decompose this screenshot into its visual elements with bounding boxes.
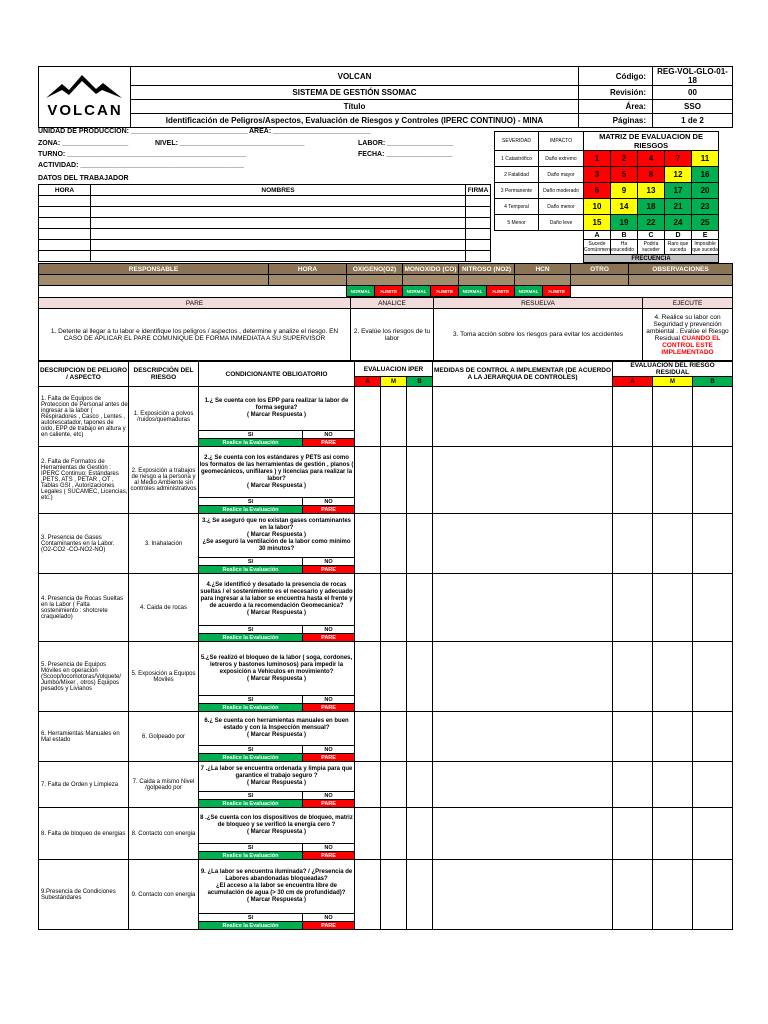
- no-option[interactable]: NO: [303, 696, 355, 704]
- ejecute-header: EJECUTE: [643, 298, 733, 309]
- no-option[interactable]: NO: [303, 431, 355, 439]
- condicionante-question: 2.¿ Se cuenta con los estándares y PETS así como los formatos de las herramientas de gestión , planos ( geomecánicos, unifilares ) y licencias para realizar la labor? ( Marcar Respuesta ): [199, 447, 355, 498]
- firma-header: FIRMA: [466, 185, 491, 196]
- peligro-cell: 1. Falta de Equipos de Proteccion de Personal antes de ingresar a la labor ( Respiradores , Casco , Lentes , autorescatador, tapones de oido, EPP de trabajo en altura y en caliente, etc): [39, 387, 129, 447]
- turno-field[interactable]: TURNO: ______________________________________________: [38, 151, 247, 158]
- oxigeno-input[interactable]: [347, 275, 403, 286]
- realice-evaluacion-button[interactable]: Realice la Evaluación: [199, 439, 303, 447]
- document-title: Identificación de Peligros/Aspectos, Evaluación de Riesgos y Controles (IPERC CONTINUO) - MINA: [131, 114, 579, 128]
- residual-a-cell[interactable]: [613, 808, 653, 860]
- residual-b-cell[interactable]: [693, 712, 733, 762]
- medidas-cell[interactable]: [433, 712, 613, 762]
- trabajador-row[interactable]: [39, 229, 491, 240]
- condicionante-question: 5.¿Se realizó el bloqueo de la labor ( soga, cordones, letreros y bastones luminosos) para impedir la exposición a Vehículos en movimiento? ( Marcar Respuesta ): [199, 642, 355, 696]
- no-option[interactable]: NO: [303, 792, 355, 800]
- residual-a-cell[interactable]: [613, 860, 653, 930]
- residual-m-cell[interactable]: [653, 514, 693, 574]
- hazard-row: [39, 860, 733, 914]
- condicionante-question: 8 .¿Se cuenta con los dispositivos de bloqueo, matriz de bloqueo y se verificó la energía cero ? ( Marcar Respuesta ): [199, 808, 355, 844]
- medidas-cell[interactable]: [433, 762, 613, 808]
- ejecute-text-red: CUANDO EL CONTROL ESTE IMPLEMENTADO: [661, 334, 721, 356]
- zona-field[interactable]: ZONA: _________________: [38, 140, 129, 147]
- otro-input[interactable]: [571, 275, 629, 286]
- residual-a-cell[interactable]: [613, 447, 653, 514]
- risk-cell: 17: [665, 183, 692, 199]
- labor-field[interactable]: LABOR: _________________: [358, 140, 454, 147]
- condicionante-question: 4.¿Se identificó y desatado la presencia de rocas sueltas / el sostenimiento es el necesario y adecuado para ingresar a la labor se encuentra hasta el frente y de acuerdo a la recomendación Geomecanica? ( Marcar Respuesta ): [199, 574, 355, 626]
- peligro-cell: 5. Presencia de Equipos Móviles en operación (Scoop/locomotoras/Volquete/ Jumbo/Mixer , otros) Equipos pesados y Livianos: [39, 642, 129, 712]
- eval-a-cell[interactable]: [355, 642, 381, 712]
- gas-monitoring-table: [38, 263, 733, 297]
- peligro-header: DESCRIPCION DE PELIGRO / ASPECTO: [39, 362, 129, 387]
- condicionante-question: 3.¿ Se aseguró que no existan gases contaminantes en la labor? ( Marcar Respuesta ) ¿Se aseguró la ventilación de la labor como mínimo 30 minutos?: [199, 514, 355, 558]
- limite-status[interactable]: >LIMITE: [431, 286, 459, 297]
- pare-button[interactable]: PARE: [303, 852, 355, 860]
- hazard-row: [39, 762, 733, 792]
- eval-a-cell[interactable]: [355, 514, 381, 574]
- revision-value: 00: [653, 86, 733, 100]
- trabajador-row[interactable]: [39, 240, 491, 251]
- eval-b-cell[interactable]: [407, 860, 433, 930]
- si-option[interactable]: SI: [199, 626, 303, 634]
- responsable-header: RESPONSABLE: [39, 264, 269, 275]
- si-option[interactable]: SI: [199, 914, 303, 922]
- a-header: A: [355, 377, 381, 387]
- si-option[interactable]: SI: [199, 498, 303, 506]
- m-header: M: [653, 377, 693, 387]
- riesgo-cell: 4. Caida de rocas: [129, 574, 199, 642]
- hazard-row: [39, 574, 733, 626]
- area-label: Área:: [579, 100, 653, 114]
- hcn-input[interactable]: [515, 275, 571, 286]
- si-option[interactable]: SI: [199, 431, 303, 439]
- residual-b-cell[interactable]: [693, 514, 733, 574]
- nombres-header: NOMBRES: [91, 185, 466, 196]
- risk-cell: 5: [611, 167, 638, 183]
- matrix-row: [495, 151, 719, 167]
- matrix-row: [495, 199, 719, 215]
- hazard-row: [39, 808, 733, 844]
- pare-steps-table: [38, 297, 733, 361]
- risk-cell: 25: [692, 215, 719, 231]
- medidas-cell[interactable]: [433, 860, 613, 930]
- m-header: M: [381, 377, 407, 387]
- eval-b-cell[interactable]: [407, 808, 433, 860]
- eval-m-cell[interactable]: [381, 642, 407, 712]
- freq-letter: A: [584, 231, 611, 240]
- risk-cell: 3: [584, 167, 611, 183]
- pare-button[interactable]: PARE: [303, 566, 355, 574]
- fecha-field[interactable]: FECHA: _________________: [358, 151, 453, 158]
- freq-label: Ha sucedido: [611, 240, 638, 255]
- riesgo-cell: 8. Contacto con energia: [129, 808, 199, 860]
- risk-matrix: [494, 131, 719, 263]
- eval-a-cell[interactable]: [355, 387, 381, 447]
- nitroso-header: NITROSO (NO2): [459, 264, 515, 275]
- risk-cell: 13: [638, 183, 665, 199]
- riesgo-cell: 1. Exposición a polvos /ruidos/quemaduras: [129, 387, 199, 447]
- trabajador-row[interactable]: [39, 196, 491, 207]
- paginas-label: Páginas:: [579, 114, 653, 128]
- hcn-header: HCN: [515, 264, 571, 275]
- risk-cell: 23: [692, 199, 719, 215]
- riesgo-header: DESCRIPCIÓN DEL RIESGO: [129, 362, 199, 387]
- no-option[interactable]: NO: [303, 844, 355, 852]
- risk-cell: 24: [665, 215, 692, 231]
- si-option[interactable]: SI: [199, 792, 303, 800]
- impacto-header: IMPACTO: [539, 132, 584, 151]
- riesgo-cell: 2. Exposición a trabajos de riesgo a la persona y al Medio Ambiente sin controles administrativos: [129, 447, 199, 514]
- residual-m-cell[interactable]: [653, 447, 693, 514]
- matrix-row: [495, 167, 719, 183]
- eval-b-cell[interactable]: [407, 447, 433, 514]
- revision-label: Revisión:: [579, 86, 653, 100]
- residual-a-cell[interactable]: [613, 574, 653, 642]
- observaciones-input[interactable]: [629, 275, 733, 286]
- trabajador-row[interactable]: [39, 207, 491, 218]
- no-option[interactable]: NO: [303, 626, 355, 634]
- trabajador-table: [38, 184, 491, 262]
- riesgo-cell: 9. Contacto con energia: [129, 860, 199, 930]
- eval-a-cell[interactable]: [355, 762, 381, 808]
- company-name: VOLCAN: [131, 67, 579, 86]
- eval-a-cell[interactable]: [355, 808, 381, 860]
- paginas-value: 1 de 2: [653, 114, 733, 128]
- peligro-cell: 4. Presencia de Rocas Sueltas en la Labor ( Falta sostenimiento : shotcrete craquelado): [39, 574, 129, 642]
- unidad-field[interactable]: UNIDAD DE PRODUCCION: ______________________________: [38, 128, 248, 135]
- eval-b-cell[interactable]: [407, 387, 433, 447]
- pare-header: PARE: [39, 298, 351, 309]
- pare-text: 1. Detente al llegar a tu labor e identifique los peligros / aspectos , determine y analize el riesgo. EN CASO DE APLICAR EL PARE COMUNIQUE DE FORMA INMEDIATA A SU SUPERVISOR: [39, 309, 351, 361]
- matrix-row: [495, 183, 719, 199]
- impact-cell: Daño mayor: [539, 167, 584, 183]
- medidas-cell[interactable]: [433, 387, 613, 447]
- medidas-cell[interactable]: [433, 808, 613, 860]
- residual-m-cell[interactable]: [653, 387, 693, 447]
- impact-cell: Daño extremo: [539, 151, 584, 167]
- observaciones-header: OBSERVACIONES: [629, 264, 733, 275]
- severity-cell: 4 Temporal: [495, 199, 539, 215]
- eval-iper-header: EVALUACION IPER: [355, 362, 433, 377]
- medidas-cell[interactable]: [433, 574, 613, 642]
- riesgo-cell: 7. Caida a mismo Nivel /golpeado por: [129, 762, 199, 808]
- residual-m-cell[interactable]: [653, 860, 693, 930]
- impact-cell: Daño menor: [539, 199, 584, 215]
- eval-b-cell[interactable]: [407, 762, 433, 808]
- pare-button[interactable]: PARE: [303, 634, 355, 642]
- eval-m-cell[interactable]: [381, 447, 407, 514]
- area-value: SSO: [653, 100, 733, 114]
- peligro-cell: 8. Falta de bloqueo de energias: [39, 808, 129, 860]
- medidas-cell[interactable]: [433, 514, 613, 574]
- actividad-field[interactable]: ACTIVIDAD: __________________________________________: [38, 162, 244, 169]
- residual-a-cell[interactable]: [613, 642, 653, 712]
- severity-cell: 1 Catastrófico: [495, 151, 539, 167]
- risk-cell: 1: [584, 151, 611, 167]
- realice-evaluacion-button[interactable]: Realice la Evaluación: [199, 704, 303, 712]
- limite-status[interactable]: >LIMITE: [487, 286, 515, 297]
- medidas-cell[interactable]: [433, 642, 613, 712]
- risk-cell: 11: [692, 151, 719, 167]
- freq-label: Imposible que suceda: [692, 241, 718, 253]
- normal-status[interactable]: NORMAL: [403, 286, 431, 297]
- freq-letter: D: [665, 231, 692, 240]
- si-option[interactable]: SI: [199, 558, 303, 566]
- no-option[interactable]: NO: [303, 914, 355, 922]
- limite-status[interactable]: >LIMITE: [543, 286, 571, 297]
- hazard-row: [39, 514, 733, 558]
- resuelva-text: 3. Toma acción sobre los riesgos para evitar los accidentes: [434, 309, 643, 361]
- residual-a-cell[interactable]: [613, 514, 653, 574]
- trabajador-row[interactable]: [39, 218, 491, 229]
- no-option[interactable]: NO: [303, 498, 355, 506]
- realice-evaluacion-button[interactable]: Realice la Evaluación: [199, 852, 303, 860]
- eval-b-cell[interactable]: [407, 514, 433, 574]
- titulo-label: Título: [131, 100, 579, 114]
- hazard-row: [39, 642, 733, 696]
- residual-m-cell[interactable]: [653, 642, 693, 712]
- realice-evaluacion-button[interactable]: Realice la Evaluación: [199, 754, 303, 762]
- monoxido-header: MONOXIDO (CO): [404, 265, 457, 273]
- eval-m-cell[interactable]: [381, 808, 407, 860]
- a-header: A: [613, 377, 653, 387]
- riesgo-cell: 6. Golpeado por: [129, 712, 199, 762]
- hora-input[interactable]: [269, 275, 347, 286]
- residual-m-cell[interactable]: [653, 808, 693, 860]
- residual-a-cell[interactable]: [613, 387, 653, 447]
- realice-evaluacion-button[interactable]: Realice la Evaluación: [199, 506, 303, 514]
- system-name: SISTEMA DE GESTIÓN SSOMAC: [131, 86, 579, 100]
- risk-cell: 7: [665, 151, 692, 167]
- freq-label: Sucede Comúnmente: [584, 241, 615, 253]
- hazard-row: [39, 712, 733, 746]
- datos-trabajador-title: DATOS DEL TRABAJADOR: [38, 175, 129, 182]
- trabajador-row[interactable]: [39, 251, 491, 262]
- area-field[interactable]: AREA: _________________________: [249, 128, 371, 135]
- hora-header: HORA: [39, 185, 91, 196]
- freq-letter: B: [611, 231, 638, 240]
- residual-b-cell[interactable]: [693, 808, 733, 860]
- realice-evaluacion-button[interactable]: Realice la Evaluación: [199, 634, 303, 642]
- freq-letter: E: [692, 231, 719, 240]
- pare-button[interactable]: PARE: [303, 754, 355, 762]
- residual-b-cell[interactable]: [693, 860, 733, 930]
- eval-m-cell[interactable]: [381, 387, 407, 447]
- risk-cell: 19: [611, 215, 638, 231]
- residual-b-cell[interactable]: [693, 642, 733, 712]
- eval-a-cell[interactable]: [355, 712, 381, 762]
- b-header: B: [407, 377, 433, 387]
- risk-cell: 4: [638, 151, 665, 167]
- realice-evaluacion-button[interactable]: Realice la Evaluación: [199, 922, 303, 930]
- residual-b-cell[interactable]: [693, 387, 733, 447]
- residual-a-cell[interactable]: [613, 712, 653, 762]
- residual-a-cell[interactable]: [613, 762, 653, 808]
- severity-cell: 5 Menor: [495, 215, 539, 231]
- eval-a-cell[interactable]: [355, 574, 381, 642]
- si-option[interactable]: SI: [199, 844, 303, 852]
- risk-cell: 12: [665, 167, 692, 183]
- otro-header: OTRO: [571, 264, 629, 275]
- codigo-value: REG-VOL-GLO-01-18: [653, 67, 733, 86]
- peligro-cell: 2. Falta de Formatos de Herramientas de Gestión : IPERC Continuo; Estándares ,PETS, ATS , PETAR , OT , Tablas GSI , Autorizaciones Legales ( SUCAMEC, Licencias, etc.): [39, 447, 129, 514]
- medidas-cell[interactable]: [433, 447, 613, 514]
- risk-cell: 8: [638, 167, 665, 183]
- codigo-label: Código:: [579, 67, 653, 86]
- residual-m-cell[interactable]: [653, 574, 693, 642]
- eval-b-cell[interactable]: [407, 574, 433, 642]
- peligro-cell: 7. Falta de Orden y Limpieza: [39, 762, 129, 808]
- freq-label: Podría suceder: [638, 240, 665, 255]
- realice-evaluacion-button[interactable]: Realice la Evaluación: [199, 566, 303, 574]
- severity-cell: 2 Fatalidad: [495, 167, 539, 183]
- risk-cell: 10: [584, 199, 611, 215]
- eval-m-cell[interactable]: [381, 514, 407, 574]
- eval-a-cell[interactable]: [355, 447, 381, 514]
- si-option[interactable]: SI: [199, 696, 303, 704]
- eval-a-cell[interactable]: [355, 860, 381, 930]
- residual-header: EVALUACIÓN DEL RIESGO RESIDUAL: [613, 362, 733, 377]
- logo-text: VOLCAN: [46, 102, 123, 119]
- eval-m-cell[interactable]: [381, 574, 407, 642]
- freq-label: Raro que suceda: [665, 240, 692, 255]
- b-header: B: [693, 377, 733, 387]
- document-header: [38, 66, 733, 128]
- freq-letter: C: [638, 231, 665, 240]
- no-option[interactable]: NO: [303, 558, 355, 566]
- pare-button[interactable]: PARE: [303, 800, 355, 808]
- frecuencia-label: FRECUENCIA: [584, 255, 719, 263]
- risk-cell: 16: [692, 167, 719, 183]
- eval-m-cell[interactable]: [381, 712, 407, 762]
- risk-cell: 15: [584, 215, 611, 231]
- risk-cell: 20: [692, 183, 719, 199]
- condicionante-question: 1.¿ Se cuenta con los EPP para realizar la labor de forma segura? ( Marcar Respuesta ): [199, 387, 355, 431]
- severity-cell: 3 Permanente: [495, 183, 539, 199]
- eval-b-cell[interactable]: [407, 712, 433, 762]
- iperc-main-table: [38, 361, 733, 930]
- peligro-cell: 3. Presencia de Gases Contaminantes en la Labor. (O2-CO2 -CO-NO2-NO): [39, 514, 129, 574]
- risk-cell: 14: [611, 199, 638, 215]
- risk-cell: 22: [638, 215, 665, 231]
- monoxido-input[interactable]: [403, 275, 459, 286]
- riesgo-cell: 3. Inahalación: [129, 514, 199, 574]
- severidad-header: SEVERIDAD: [495, 132, 539, 151]
- pare-button[interactable]: PARE: [303, 704, 355, 712]
- realice-evaluacion-button[interactable]: Realice la Evaluación: [199, 800, 303, 808]
- medidas-header: MEDIDAS DE CONTROL A IMPLEMENTAR (DE ACUERDO A LA JERARQUIA DE CONTROLES): [433, 362, 613, 387]
- limite-status[interactable]: >LIMITE: [375, 286, 403, 297]
- analice-text: 2. Evalúe los riesgos de tu labor: [351, 309, 434, 361]
- si-option[interactable]: SI: [199, 746, 303, 754]
- pare-button[interactable]: PARE: [303, 506, 355, 514]
- matrix-row: [495, 215, 719, 231]
- residual-m-cell[interactable]: [653, 712, 693, 762]
- peligro-cell: 9.Presencia de Condiciones Subestándares: [39, 860, 129, 930]
- analice-header: ANALICE: [351, 298, 434, 309]
- company-logo: [39, 67, 131, 128]
- hora-header: HORA: [269, 264, 347, 275]
- hazard-row: [39, 387, 733, 431]
- oxigeno-header: OXIGENO(O2): [347, 264, 403, 275]
- condicionante-question: 7 .¿La labor se encuentra ordenada y limpia para que garantice el trabajo seguro ? ( Marcar Respuesta ): [199, 762, 355, 792]
- residual-b-cell[interactable]: [693, 762, 733, 808]
- resuelva-header: RESUELVA: [434, 298, 643, 309]
- impact-cell: Daño leve: [539, 215, 584, 231]
- ejecute-text-main: 4. Realice su labor con Seguridad y prevención ambiental . Evalúe el Riesgo Residual: [646, 313, 729, 342]
- risk-cell: 21: [665, 199, 692, 215]
- residual-m-cell[interactable]: [653, 762, 693, 808]
- eval-b-cell[interactable]: [407, 642, 433, 712]
- ejecute-text: [643, 309, 733, 361]
- eval-m-cell[interactable]: [381, 860, 407, 930]
- risk-cell: 6: [584, 183, 611, 199]
- residual-b-cell[interactable]: [693, 447, 733, 514]
- riesgo-cell: 5. Exposición a Equipos Moviles: [129, 642, 199, 712]
- nivel-field[interactable]: NIVEL: ________________________________: [155, 140, 305, 147]
- condicionante-header: CONDICIONANTE OBLIGATORIO: [199, 362, 355, 387]
- nitroso-input[interactable]: [459, 275, 515, 286]
- pare-button[interactable]: PARE: [303, 439, 355, 447]
- matrix-title: MATRIZ DE EVALUACION DE RIESGOS: [584, 132, 719, 151]
- normal-status[interactable]: NORMAL: [515, 286, 543, 297]
- condicionante-question: 9. ¿La labor se encuentra iluminada? / ¿Presencia de Labores abandonadas bloqueadas? ¿El acceso a la labor se encuentra libre de acumulación de agua (> 30 cm de profundidad)? ( Marcar Respuesta ): [199, 860, 355, 914]
- normal-status[interactable]: NORMAL: [459, 286, 487, 297]
- eval-m-cell[interactable]: [381, 762, 407, 808]
- risk-cell: 18: [638, 199, 665, 215]
- condicionante-question: 6.¿ Se cuenta con herramientas manuales en buen estado y con la Inspección mensual? ( Marcar Respuesta ): [199, 712, 355, 746]
- no-option[interactable]: NO: [303, 746, 355, 754]
- responsable-input[interactable]: [39, 275, 269, 286]
- risk-cell: 2: [611, 151, 638, 167]
- normal-status[interactable]: NORMAL: [347, 286, 375, 297]
- pare-button[interactable]: PARE: [303, 922, 355, 930]
- mountain-logo-icon: [42, 71, 128, 121]
- risk-cell: 9: [611, 183, 638, 199]
- hazard-row: [39, 447, 733, 498]
- residual-b-cell[interactable]: [693, 574, 733, 642]
- impact-cell: Daño moderado: [539, 183, 584, 199]
- peligro-cell: 6. Herramientas Manuales en Mal estado: [39, 712, 129, 762]
